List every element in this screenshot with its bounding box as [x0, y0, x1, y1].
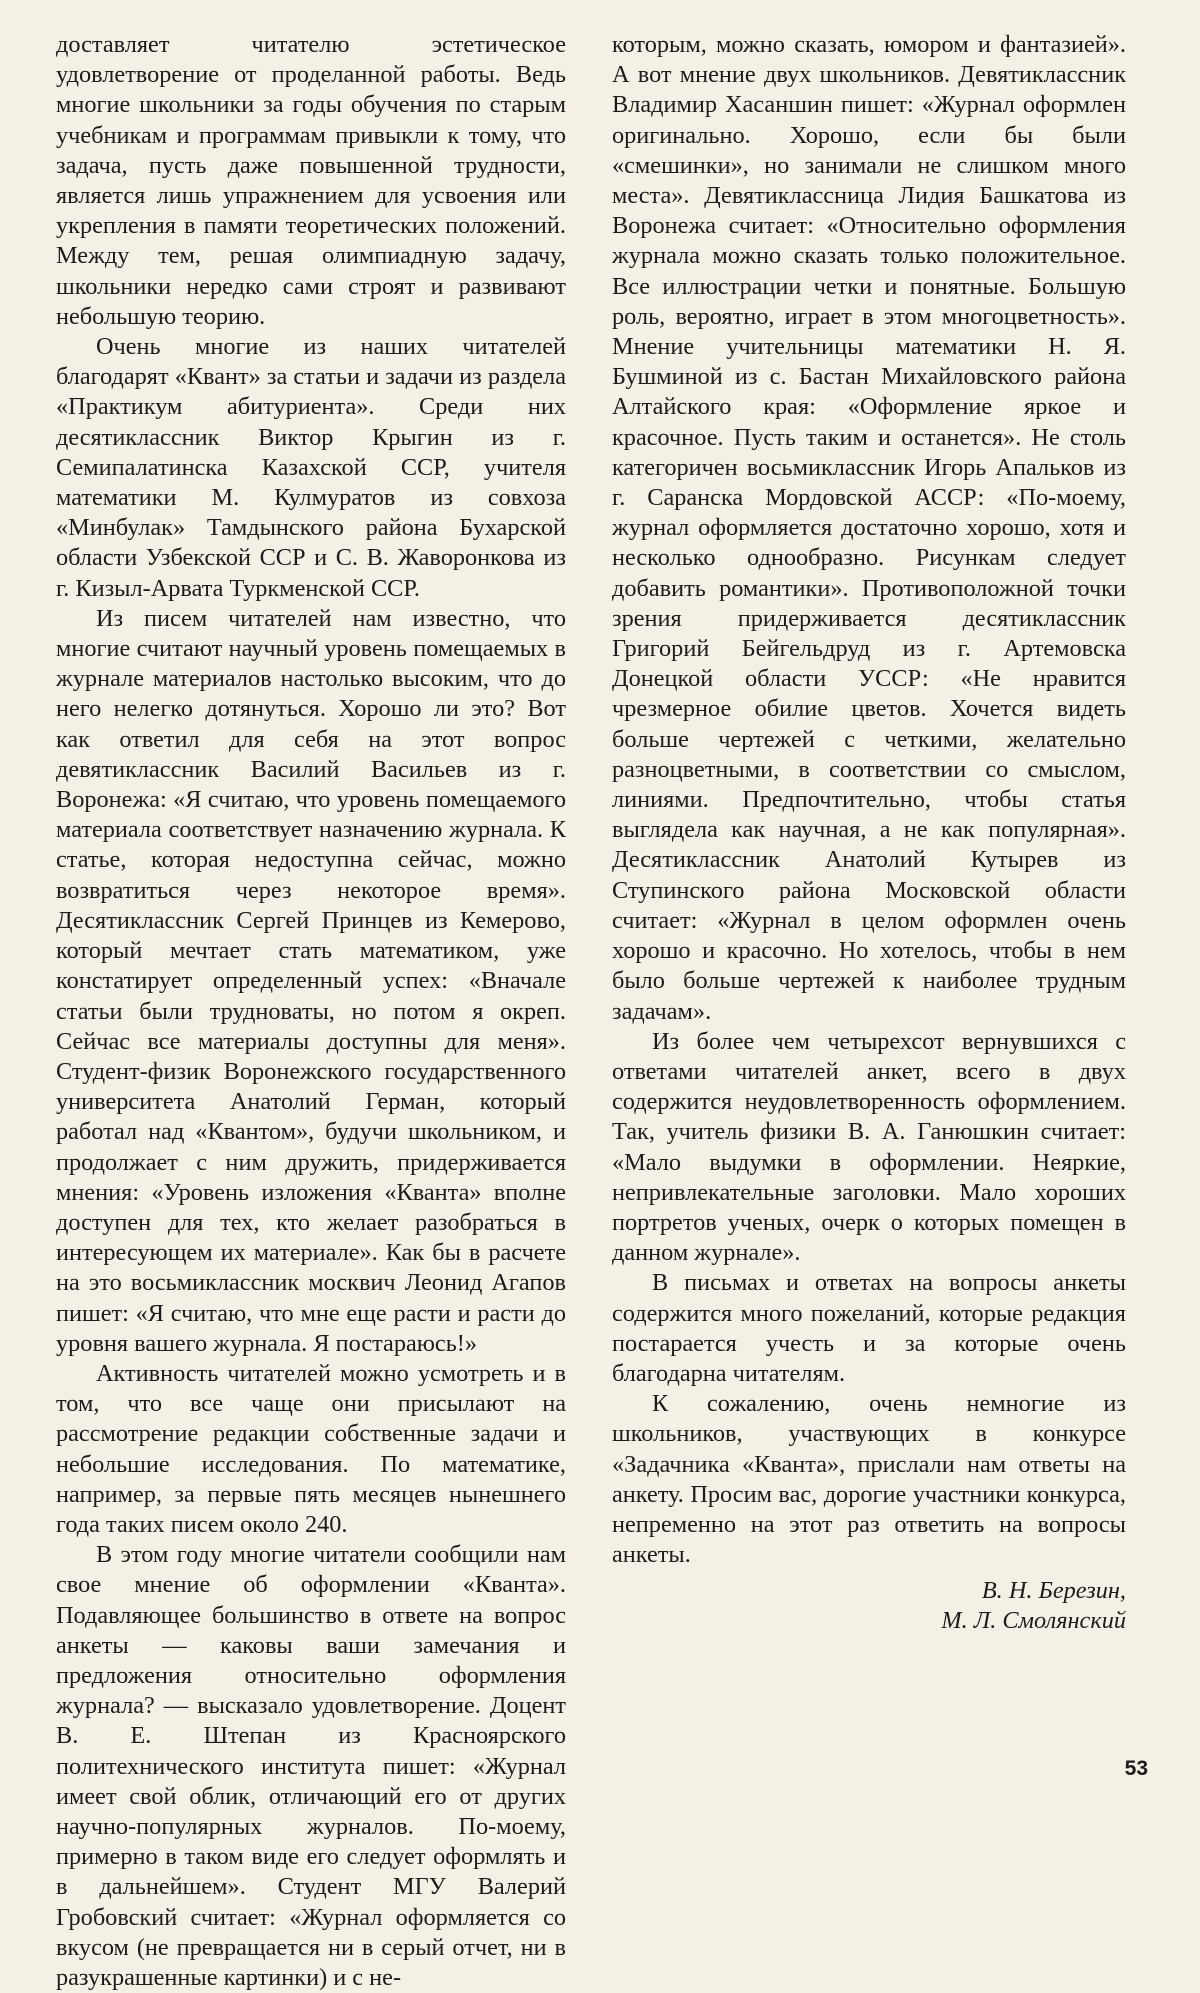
paragraph: В письмах и ответах на вопросы анкеты содержится много пожеланий, которые редакция постарается учесть и за которые очень благодарна читателям. [612, 1269, 1126, 1387]
paragraph: Активность читателей можно усмотреть и в том, что все чаще они присылают на рассмотрение редакции собственные задачи и небольшие исследования. По математике, например, за первые пять месяцев нынешнего года таких писем около 240. [56, 1359, 566, 1538]
author-name: В. Н. Березин, [981, 1577, 1126, 1605]
paragraph: Из писем читателей нам известно, что многие считают научный уровень помещаемых в журнале материалов настолько высоким, что до него нелегко дотянуться. Хорошо ли это? Вот как ответил для себя на этот вопрос девятиклассник Василий Васильев из г. Воронежа: «Я считаю, что уровень помещаемого материала соответствует назначению журнала. К статье, которая недоступна сейчас, можно возвратиться через некоторое время». Десятиклассник Сергей Принцев из Кемерово, который мечтает стать математиком, уже констатирует определенный успех: «Вначале статьи были трудноваты, но потом я окреп. Сейчас все материалы доступны для меня». Студент-физик Воронежского государственного университета Анатолий Герман, который работал над «Квантом», будучи школьником, и продолжает с ним дружить, придерживается мнения: «Уровень изложения «Кванта» вполне доступен для тех, кто желает разобраться в интересующем их материале». Как бы в расчете на это восьмиклассник москвич Леонид Агапов пишет: «Я считаю, что мне еще расти и расти до уровня вашего журнала. Я постараюсь!» [56, 604, 566, 1357]
page-number: 53 [1124, 1757, 1148, 1780]
paragraph: Из более чем четырехсот вернувшихся с ответами читателей анкет, всего в двух содержится неудовлетворенность оформлением. Так, учитель физики В. А. Ганюшкин считает: «Мало выдумки в оформлении. Неяркие, непривлекательные заголовки. Мало хороших портретов ученых, очерк о которых помещен в данном журнале». [612, 1027, 1126, 1267]
paragraph: которым, можно сказать, юмором и фантазией». А вот мнение двух школьников. Девятиклассник Владимир Хасаншин пишет: «Журнал оформлен оригинально. Хорошо, если бы были «смешинки», но занимали не слишком много места». Девятиклассница Лидия Башкатова из Воронежа считает: «Относительно оформления журнала можно сказать только положительное. Все иллюстрации четки и понятные. Большую роль, вероятно, играет в этом многоцветность». Мнение учительницы математики Н. Я. Бушминой из с. Бастан Михайловского района Алтайского края: «Оформление яркое и красочное. Пусть таким и останется». Не столь категоричен восьмиклассник Игорь Апальков из г. Саранска Мордовской АССР: «По-моему, журнал оформляется достаточно хорошо, хотя и несколько однообразно. Рисункам следует добавить романтики». Противоположной точки зрения придерживается десятиклассник Григорий Бейгельдруд из г. Артемовска Донецкой области УССР: «Не нравится чрезмерное обилие цветов. Хочется видеть больше чертежей с четкими, желательно разноцветными, в соответствии со смыслом, линиями. Предпочтительно, чтобы статья выглядела как научная, а не как популярная». Десятиклассник Анатолий Кутырев из Ступинского района Московской области считает: «Журнал в целом оформлен очень хорошо и красочно. Но хотелось, чтобы в нем было больше чертежей к наиболее трудным задачам». [612, 31, 1126, 1025]
paragraph: Очень многие из наших читателей благодарят «Квант» за статьи и задачи из раздела «Практикум абитуриента». Среди них десятиклассник Виктор Крыгин из г. Семипалатинска Казахской ССР, учителя математики М. Кулмуратов из совхоза «Минбулак» Тамдынского района Бухарской области Узбекской ССР и С. В. Жаворонкова из г. Кизыл-Арвата Туркменской ССР. [56, 333, 566, 602]
left-column [56, 30, 566, 1993]
author-name: М. Л. Смолянский [941, 1607, 1126, 1635]
author-signature [612, 1576, 1126, 1636]
paragraph: К сожалению, очень немногие из школьников, участвующих в конкурсе «Задачника «Кванта», прислали нам ответы на анкету. Просим вас, дорогие участники конкурса, непременно на этот раз ответить на вопросы анкеты. [612, 1390, 1126, 1569]
right-column [612, 30, 1126, 1636]
paragraph: доставляет читателю эстетическое удовлетворение от проделанной работы. Ведь многие школьники за годы обучения по старым учебникам и программам привыкли к тому, что задача, пусть даже повышенной трудности, является лишь упражнением для усвоения или укрепления в памяти теоретических положений. Между тем, решая олимпиадную задачу, школьники нередко сами строят и развивают небольшую теорию. [56, 31, 566, 330]
paragraph: В этом году многие читатели сообщили нам свое мнение об оформлении «Кванта». Подавляющее большинство в ответе на вопрос анкеты — каковы ваши замечания и предложения относительно оформления журнала? — высказало удовлетворение. Доцент В. Е. Штепан из Красноярского политехнического института пишет: «Журнал имеет свой облик, отличающий его от других научно-популярных журналов. По-моему, примерно в таком виде его следует оформлять и в дальнейшем». Студент МГУ Валерий Гробовский считает: «Журнал оформляется со вкусом (не превращается ни в серый отчет, ни в разукрашенные картинки) и с не- [56, 1541, 566, 1991]
